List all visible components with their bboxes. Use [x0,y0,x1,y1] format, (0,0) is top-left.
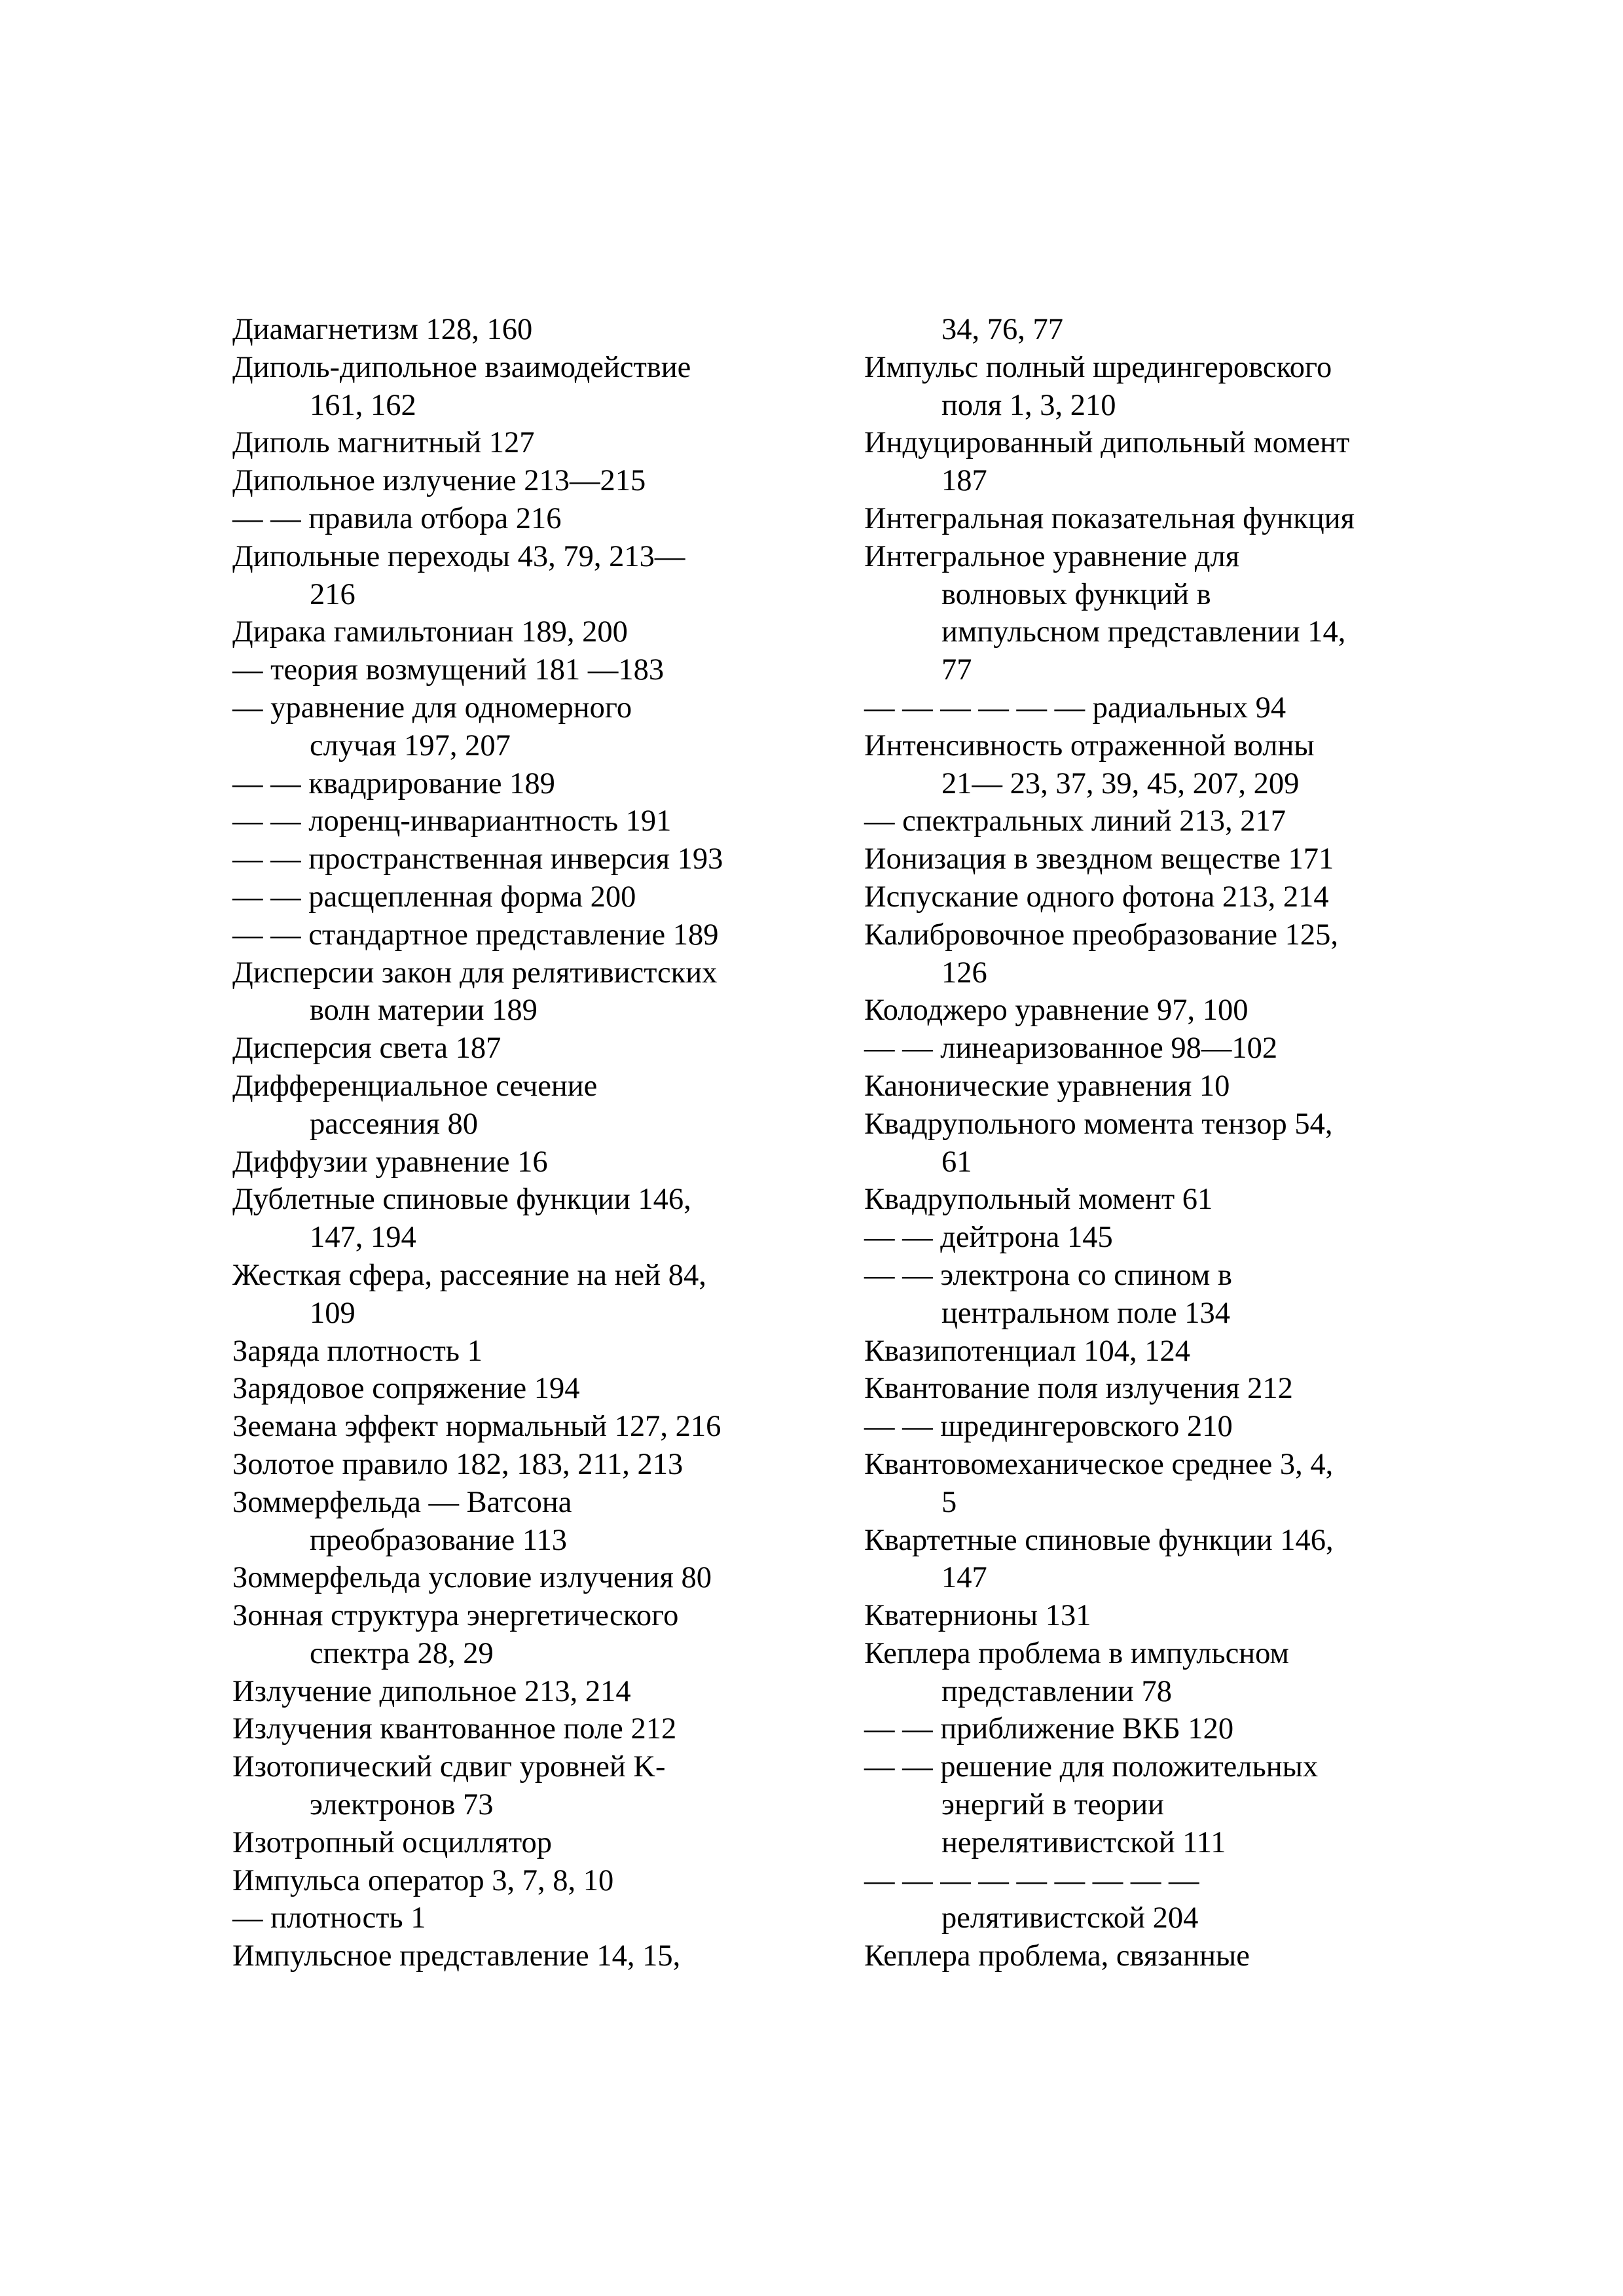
index-entry-line: Квадрупольный момент 61 [864,1183,1213,1217]
index-entry-line: случая 197, 207 [310,728,511,762]
index-entry-line: — — квадрирование 189 [232,766,555,800]
index-entry-line: 77 [941,653,972,687]
index-entry-line: Зонная структура энергетического [232,1599,679,1633]
index-entry-line: — — приближение ВКБ 120 [864,1712,1234,1746]
index-entry-line: Зоммерфельда условие излучения 80 [232,1561,712,1595]
index-entry-line: Диамагнетизм 128, 160 [232,313,533,346]
index-entry-line: Изотропный осциллятор [232,1825,553,1859]
index-column-right [864,311,1427,1975]
index-entry-line: — — шредингеровского 210 [864,1410,1233,1444]
index-entry-line: Дипольное излучение 213—215 [232,464,646,498]
index-entry-line: Заряда плотность 1 [232,1334,483,1368]
index-entry-line: Дублетные спиновые функции 146, [232,1183,691,1217]
index-entry-line: Зарядовое сопряжение 194 [232,1372,580,1406]
index-entry-line: Импульса оператор 3, 7, 8, 10 [232,1863,614,1897]
index-entry-line: поля 1, 3, 210 [941,388,1116,422]
index-entry-line: — спектральных линий 213, 217 [864,804,1286,838]
index-entry-line: Ионизация в звездном веществе 171 [864,842,1334,876]
index-entry-line: 216 [310,577,356,611]
index-entry-line: Кватернионы 131 [864,1599,1091,1633]
index-entry-line: — — линеаризованное 98—102 [864,1031,1278,1066]
index-entry-line: 109 [310,1296,356,1330]
index-entry-line: Интенсивность отраженной волны [864,728,1315,762]
index-entry-line: Калибровочное преобразование 125, [864,918,1339,952]
index-entry-line: 161, 162 [310,388,416,422]
index-entry-line: релятивистской 204 [941,1901,1199,1935]
index-entry-line: Дифференциальное сечение [232,1069,598,1103]
index-entry-line: — — дейтрона 145 [864,1221,1113,1255]
index-entry-line: — — расщепленная форма 200 [232,880,636,914]
index-entry-line: Интегральная показательная функция [864,501,1355,535]
index-entry-line: электронов 73 [310,1788,494,1822]
index-entry-line: — уравнение для одномерного [232,691,632,725]
index-entry-line: — — — — — — — — — [864,1863,1199,1897]
index-entry-line: Золотое правило 182, 183, 211, 213 [232,1447,684,1481]
index-entry-line: 61 [941,1145,972,1179]
index-entry-line: Кеплера проблема, связанные [864,1939,1250,1973]
index-entry-line: импульсном представлении 14, [941,615,1346,649]
index-entry-line: Квартетные спиновые функции 146, [864,1523,1334,1557]
index-entry-line: — — — — — — радиальных 94 [864,691,1286,725]
index-entry-line: Канонические уравнения 10 [864,1069,1230,1103]
index-entry-line: преобразование 113 [310,1523,567,1557]
index-entry-line: 34, 76, 77 [941,313,1063,346]
index-entry-line: Квантовомеханическое среднее 3, 4, [864,1447,1334,1481]
index-entry-line: — — электрона со спином в [864,1258,1232,1292]
index-entry-line: — плотность 1 [232,1901,426,1935]
index-entry-line: Жесткая сфера, рассеяние на ней 84, [232,1258,706,1292]
index-entry-line: — — правила отбора 216 [232,501,562,535]
index-entry-line: Квантование поля излучения 212 [864,1372,1293,1406]
index-entry-line: рассеяния 80 [310,1107,479,1141]
index-entry-line: — — стандартное представление 189 [232,918,719,952]
index-entry-line: Импульсное представление 14, 15, [232,1939,681,1973]
index-entry-line: Излучения квантованное поле 212 [232,1712,677,1746]
index-column-left [232,311,841,1975]
index-entry-line: представлении 78 [941,1674,1172,1708]
index-entry-line: Импульс полный шредингеровского [864,350,1332,384]
index-entry-line: 126 [941,956,987,990]
index-entry-line: Дирака гамильтониан 189, 200 [232,615,628,649]
index-entry-line: Индуцированный дипольный момент [864,426,1350,460]
index-entry-line: Дисперсия света 187 [232,1031,501,1066]
index-entry-line: спектра 28, 29 [310,1636,494,1670]
index-entry-line: — — лоренц-инвариантность 191 [232,804,672,838]
index-entry-line: — — решение для положительных [864,1750,1319,1784]
index-entry-line: волн материи 189 [310,994,538,1028]
index-entry-line: 187 [941,464,987,498]
index-entry-line: 21— 23, 37, 39, 45, 207, 209 [941,766,1300,800]
index-entry-line: 147, 194 [310,1221,416,1255]
index-entry-line: Диполь-дипольное взаимодействие [232,350,691,384]
index-entry-line: Диффузии уравнение 16 [232,1145,548,1179]
index-entry-line: Квадрупольного момента тензор 54, [864,1107,1333,1141]
index-entry-line: Изотопический сдвиг уровней K- [232,1750,666,1784]
index-entry-line: Излучение дипольное 213, 214 [232,1674,631,1708]
index-entry-line: — теория возмущений 181 —183 [232,653,665,687]
index-entry-line: Интегральное уравнение для [864,539,1240,573]
index-entry-line: Зоммерфельда — Ватсона [232,1485,572,1519]
index-entry-line: Квазипотенциал 104, 124 [864,1334,1191,1368]
index-entry-line: 147 [941,1561,987,1595]
index-entry-line: центральном поле 134 [941,1296,1231,1330]
index-entry-line: энергий в теории [941,1788,1165,1822]
index-entry-line: Диполь магнитный 127 [232,426,535,460]
index-entry-line: Испускание одного фотона 213, 214 [864,880,1329,914]
index-entry-line: волновых функций в [941,577,1211,611]
index-entry-line: Зеемана эффект нормальный 127, 216 [232,1410,721,1444]
index-entry-line: нерелятивистской 111 [941,1825,1226,1859]
index-entry-line: Дисперсии закон для релятивистских [232,956,718,990]
index-entry-line: Кеплера проблема в импульсном [864,1636,1289,1670]
index-entry-line: 5 [941,1485,957,1519]
index-entry-line: — — пространственная инверсия 193 [232,842,723,876]
index-entry-line: Дипольные переходы 43, 79, 213— [232,539,685,573]
index-entry-line: Колоджеро уравнение 97, 100 [864,994,1249,1028]
